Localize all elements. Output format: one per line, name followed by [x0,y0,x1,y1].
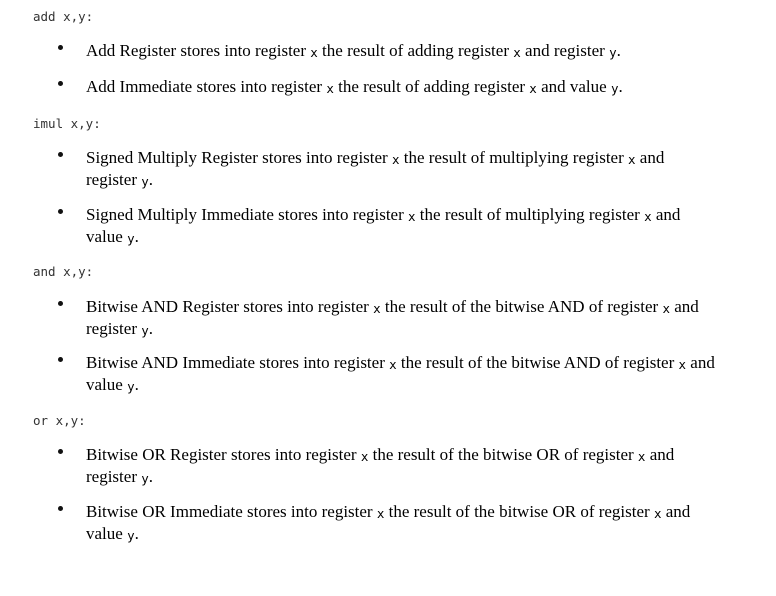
bullet-icon [58,81,63,86]
list-item [58,352,718,396]
list-item [58,501,718,545]
list-item-text: Signed Multiply Register stores into register x the result of multiplying register x and register y. [86,148,665,189]
instruction-signature-imul: imul x,y: [33,116,101,131]
bullet-icon [58,45,63,50]
bullet-icon [58,209,63,214]
bullet-icon [58,449,63,454]
list-item-text: Bitwise AND Immediate stores into register x the result of the bitwise AND of register x and value y. [86,353,715,394]
list-item-text: Signed Multiply Immediate stores into register x the result of multiplying register x and value y. [86,205,681,246]
list-item-text: Bitwise OR Register stores into register x the result of the bitwise OR of register x and register y. [86,445,675,486]
list-item [58,76,718,98]
bullet-icon [58,357,63,362]
list-item-text: Add Immediate stores into register x the result of adding register x and value y. [86,77,623,96]
instruction-signature-and: and x,y: [33,264,94,279]
list-item [58,204,718,248]
instruction-signature-or: or x,y: [33,413,86,428]
list-item [58,40,718,62]
list-item-text: Bitwise OR Immediate stores into register x the result of the bitwise OR of register x and value y. [86,502,691,543]
list-item [58,444,718,488]
bullet-icon [58,301,63,306]
instruction-signature-add: add x,y: [33,9,94,24]
bullet-icon [58,152,63,157]
list-item [58,147,718,191]
list-item-text: Bitwise AND Register stores into register x the result of the bitwise AND of register x and register y. [86,297,699,338]
list-item-text: Add Register stores into register x the result of adding register x and register y. [86,41,621,60]
bullet-icon [58,506,63,511]
list-item [58,296,718,340]
